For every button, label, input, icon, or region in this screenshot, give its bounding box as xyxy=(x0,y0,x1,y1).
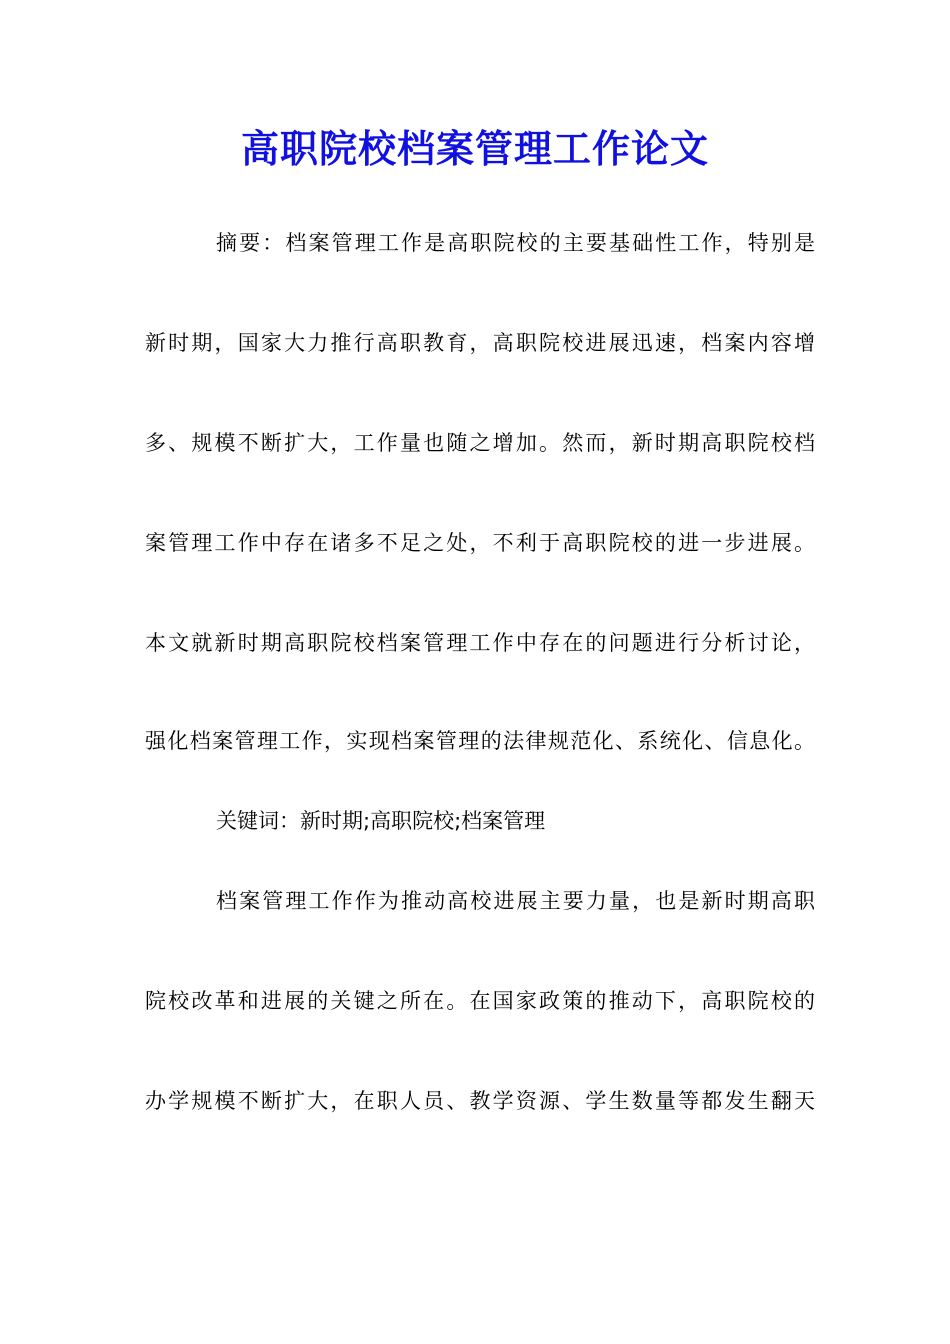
abstract-line-3: 多、规模不断扩大，工作量也随之增加。然而，新时期高职院校档 xyxy=(145,431,815,455)
body-line-1: 档案管理工作作为推动高校进展主要力量，也是新时期高职 xyxy=(216,889,815,913)
body-line-2: 院校改革和进展的关键之所在。在国家政策的推动下，高职院校的 xyxy=(145,989,815,1013)
abstract-line-6: 强化档案管理工作，实现档案管理的法律规范化、系统化、信息化。 xyxy=(145,729,815,753)
abstract-line-1: 摘要：档案管理工作是高职院校的主要基础性工作，特别是 xyxy=(216,231,815,255)
abstract-line-2: 新时期，国家大力推行高职教育，高职院校进展迅速，档案内容增 xyxy=(145,331,815,355)
document-title: 高职院校档案管理工作论文 xyxy=(240,126,709,171)
abstract-line-5: 本文就新时期高职院校档案管理工作中存在的问题进行分析讨论， xyxy=(145,631,815,655)
body-line-3: 办学规模不断扩大，在职人员、教学资源、学生数量等都发生翻天 xyxy=(145,1089,815,1113)
keywords-line: 关键词：新时期;高职院校;档案管理 xyxy=(216,809,546,833)
abstract-line-4: 案管理工作中存在诸多不足之处，不利于高职院校的进一步进展。 xyxy=(145,531,815,555)
